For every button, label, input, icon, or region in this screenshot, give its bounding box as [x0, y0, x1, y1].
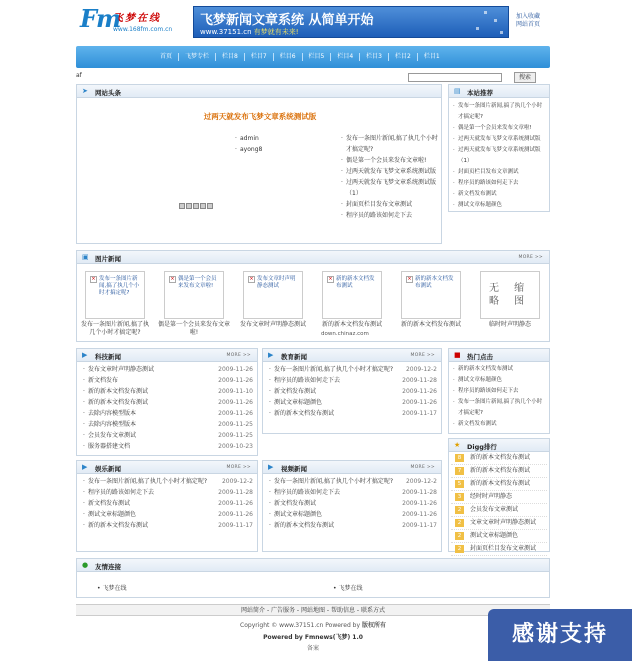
digg-count: 2: [455, 519, 464, 527]
thumbnail[interactable]: [480, 271, 540, 319]
nav-item[interactable]: 栏目5: [302, 53, 331, 61]
date: 2009-11-28: [402, 489, 437, 496]
main-nav: [76, 46, 550, 68]
banner-title: 飞梦新闻文章系统 从简单开始: [200, 13, 374, 28]
digg-count: 8: [455, 454, 464, 462]
pics-title: 图片新闻: [95, 255, 121, 263]
banner-slogan: www.37151.cn 有梦就有未来!: [200, 28, 299, 36]
logo-url: www.168fm.com.cn: [113, 26, 173, 33]
broken-image-icon: × 新的新本文档发布测试: [407, 276, 454, 289]
edu-box: [262, 348, 442, 434]
recommend-list: [449, 98, 549, 214]
list-item[interactable]: · 偶是第一个会员来发布文章啦!: [451, 123, 547, 134]
digg-item[interactable]: 2 测试文章标题颜色: [451, 530, 547, 543]
ent-box: [76, 460, 258, 552]
recommend-box: [448, 84, 550, 212]
date: 2009-11-26: [218, 500, 253, 507]
date: 2009-11-26: [218, 399, 253, 406]
nav-item[interactable]: 首页: [160, 53, 173, 60]
list-item[interactable]: · 程序员的路该如何走下去: [451, 386, 547, 397]
digg-count: 2: [455, 506, 464, 514]
thumbnail[interactable]: [401, 271, 461, 319]
date: 2009-11-25: [218, 421, 253, 428]
thanks-overlay[interactable]: 感谢支持: [488, 609, 632, 661]
list-item[interactable]: · 测试文章标题颜色 2009-11-26: [267, 397, 437, 408]
recommend-header: [449, 85, 549, 98]
list-item[interactable]: · 程序员的路该如何走下去: [339, 210, 439, 221]
headline-link[interactable]: 过两天就发布飞梦文章系统测试版: [203, 112, 317, 121]
digg-item[interactable]: 2 会员发布文章测试: [451, 504, 547, 517]
headlines-title: 网站头条: [95, 89, 121, 97]
list-item[interactable]: · 新的新本文档发布测试 2009-11-17: [267, 408, 437, 419]
broken-image-icon: × 发布文章时声明静态测试: [249, 276, 296, 289]
header-links: [516, 13, 540, 29]
pics-header: [77, 251, 549, 264]
date: 2009-11-25: [218, 432, 253, 439]
date: 2009-11-26: [402, 511, 437, 518]
date: 2009-11-26: [402, 388, 437, 395]
digg-item[interactable]: 5 新的新本文档发布测试: [451, 478, 547, 491]
digg-item[interactable]: 8 新的新本文档发布测试: [451, 452, 547, 465]
list-item[interactable]: · 封面页栏目发布文章测试: [339, 199, 439, 210]
thumbnail[interactable]: [164, 271, 224, 319]
list-item[interactable]: · 新文档发布测试: [451, 189, 547, 200]
nav-item[interactable]: 飞梦专栏: [178, 53, 215, 61]
date: 2009-11-28: [218, 489, 253, 496]
thumbnail-caption[interactable]: 新的新本文档发布测试: [400, 321, 461, 328]
list-item[interactable]: · 发布一条图片新闻,搞了执几个小时才搞定呢?: [451, 397, 547, 419]
thumbnail-caption[interactable]: 发布一条图片新闻,搞了执几个小时才搞定呢?: [81, 321, 149, 336]
date: 2009-11-26: [218, 366, 253, 373]
list-item[interactable]: · 去除内容模型版本 2009-11-26: [81, 408, 253, 419]
slide-pager[interactable]: [179, 203, 214, 211]
list-item[interactable]: · 新的新本文档发布测试 2009-11-10: [81, 386, 253, 397]
links-title: 友情连接: [95, 563, 121, 571]
broken-image-icon: × 新的新本文档发布测试: [328, 276, 375, 289]
list-item[interactable]: · 过两天就发布飞梦文章系统测试版: [451, 134, 547, 145]
nav-item[interactable]: 栏目1: [417, 53, 446, 61]
nav-item[interactable]: 栏目6: [273, 53, 302, 61]
video-list: [263, 474, 441, 533]
list-item[interactable]: · 发布一条图片新闻,搞了执几个小时才搞定呢?: [451, 101, 547, 123]
arrow-icon: ▶: [82, 351, 88, 359]
edu-more-link[interactable]: MORE >>: [410, 353, 435, 358]
list-item[interactable]: · 服务器搭建文档 2009-10-23: [81, 441, 253, 452]
nav-item[interactable]: 栏目4: [330, 53, 359, 61]
nav-item[interactable]: 栏目8: [215, 53, 244, 61]
list-item[interactable]: · 过两天就发布飞梦文章系统测试版（1）: [451, 145, 547, 167]
image-icon: ▣: [82, 253, 89, 261]
thumbnail[interactable]: [322, 271, 382, 319]
list-item[interactable]: · 程序员的路该如何走下去 2009-11-28: [267, 375, 437, 386]
date: 2009-11-17: [218, 522, 253, 529]
list-item[interactable]: · 测试文章标题颜色: [451, 200, 547, 211]
video-title: 视频新闻: [281, 465, 307, 473]
hot-list: [449, 362, 549, 432]
list-item[interactable]: · 封面页栏目发布文章测试: [451, 167, 547, 178]
logo-name: 飞梦在线: [113, 13, 161, 24]
list-item[interactable]: · 新文档发布 2009-11-26: [81, 375, 253, 386]
digg-count: 7: [455, 467, 464, 475]
edu-title: 教育新闻: [281, 353, 307, 361]
list-item[interactable]: · 测试文章标题颜色 2009-11-26: [267, 509, 437, 520]
list-item[interactable]: · 新的新本文档发布测试 2009-11-17: [81, 520, 253, 531]
date: 2009-12-2: [405, 366, 437, 373]
link-icon: ●: [82, 561, 89, 569]
list-item[interactable]: · 新文档发布测试 2009-11-26: [267, 498, 437, 509]
list-item[interactable]: · 过两天就发布飞梦文章系统测试版: [339, 166, 439, 177]
list-item[interactable]: · 会员发布文章测试 2009-11-25: [81, 430, 253, 441]
thumbnail-caption[interactable]: 发布文章时声明静态测试: [239, 321, 306, 328]
ent-more-link[interactable]: MORE >>: [226, 465, 251, 470]
hot-box: [448, 348, 550, 434]
digg-item[interactable]: 3 经时时声明静态: [451, 491, 547, 504]
thumbnail-caption[interactable]: 新的新本文档发布测试: [321, 321, 382, 328]
arrow-icon: ▶: [268, 463, 274, 471]
date: 2009-11-28: [402, 377, 437, 384]
arrow-icon: ▶: [82, 463, 88, 471]
digg-count: 5: [455, 480, 464, 488]
list-item[interactable]: · 新文档发布测试 2009-11-26: [267, 386, 437, 397]
list-item[interactable]: · 新文档发布测试 2009-11-26: [81, 498, 253, 509]
list-item[interactable]: · 程序员的路该如何走下去: [451, 178, 547, 189]
tech-title: 科技新闻: [95, 353, 121, 361]
digg-item[interactable]: 7 新的新本文档发布测试: [451, 465, 547, 478]
author-item[interactable]: · admin: [233, 133, 293, 144]
date: 2009-11-26: [402, 500, 437, 507]
digg-count: 3: [455, 493, 464, 501]
search-left-label: af: [76, 72, 82, 79]
flag-icon: ■: [454, 351, 461, 359]
date: 2009-11-26: [218, 410, 253, 417]
author-item[interactable]: · ayong8: [233, 144, 293, 155]
arrow-icon: ➤: [82, 87, 88, 95]
list-icon: ▤: [454, 87, 461, 95]
recommend-title: 本站推荐: [467, 89, 493, 97]
hot-title: 热门点击: [467, 353, 493, 361]
date: 2009-12-2: [221, 478, 253, 485]
list-item[interactable]: · 测试文章标题颜色: [451, 375, 547, 386]
headlines-box: [76, 84, 442, 244]
tech-box: [76, 348, 258, 456]
friend-link[interactable]: • 飞梦在线: [97, 585, 127, 592]
list-item[interactable]: · 过两天就发布飞梦文章系统测试版（1）: [339, 177, 439, 199]
headlines-header: [77, 85, 441, 98]
author-list: [233, 133, 293, 155]
header-banner[interactable]: [193, 6, 509, 38]
date: 2009-11-26: [218, 511, 253, 518]
digg-count: 2: [455, 545, 464, 553]
date: 2009-11-26: [402, 399, 437, 406]
list-item[interactable]: · 测试文章标题颜色 2009-11-26: [81, 509, 253, 520]
list-item[interactable]: · 去除内容模型版本 2009-11-25: [81, 419, 253, 430]
search-button[interactable]: 搜索: [514, 72, 536, 83]
home-link[interactable]: 网站首页: [516, 21, 541, 28]
video-more-link[interactable]: MORE >>: [410, 465, 435, 470]
digg-list: [449, 452, 549, 556]
pics-box: [76, 250, 550, 342]
nav-item[interactable]: 栏目3: [359, 53, 388, 61]
list-item[interactable]: · 发布一条图片新闻,搞了执几个小时才搞定呢?: [339, 133, 439, 155]
footer-copyright: Copyright © www.37151.cn Powered by 版权所有: [240, 622, 386, 629]
no-image-placeholder: 无 缩 略 图: [489, 283, 531, 307]
list-item[interactable]: · 发布一条图片新闻,搞了执几个小时才搞定呢? 2009-12-2: [267, 476, 437, 487]
list-item[interactable]: · 新的新本文档发布测试 2009-11-17: [267, 520, 437, 531]
footer-links[interactable]: 网站简介 - 广告服务 - 网站地图 - 帮助信息 - 联系方式: [76, 604, 550, 616]
headline-list: [339, 133, 439, 221]
links-box: [76, 558, 550, 598]
list-item[interactable]: · 程序员的路该如何走下去 2009-11-28: [267, 487, 437, 498]
ent-title: 娱乐新闻: [95, 465, 121, 473]
footer: [76, 604, 550, 652]
video-box: [262, 460, 442, 552]
nav-item[interactable]: 栏目7: [244, 53, 273, 61]
list-item[interactable]: · 程序员的路该如何走下去 2009-11-28: [81, 487, 253, 498]
watermark: down.chinaz.com: [321, 331, 369, 337]
list-item[interactable]: · 发布一条图片新闻,搞了执几个小时才搞定呢? 2009-12-2: [81, 476, 253, 487]
list-item[interactable]: · 发布文章时声明静态测试 2009-11-26: [81, 364, 253, 375]
search-row: [76, 72, 550, 84]
pics-more-link[interactable]: MORE >>: [518, 255, 543, 260]
list-item[interactable]: · 新的新本文档发布测试 2009-11-26: [81, 397, 253, 408]
search-input[interactable]: [408, 73, 502, 82]
digg-title: Digg排行: [467, 443, 497, 451]
list-item[interactable]: · 偶是第一个会员来发布文章啦!: [339, 155, 439, 166]
date: 2009-11-10: [218, 388, 253, 395]
date: 2009-11-26: [218, 377, 253, 384]
date: 2009-10-23: [218, 443, 253, 450]
add-favorite-link[interactable]: 加入收藏: [516, 13, 541, 20]
date: 2009-11-17: [402, 522, 437, 529]
list-item[interactable]: · 发布一条图片新闻,搞了执几个小时才搞定呢? 2009-12-2: [267, 364, 437, 375]
list-item[interactable]: · 新的新本文档发布测试: [451, 364, 547, 375]
tech-list: [77, 362, 257, 454]
edu-list: [263, 362, 441, 421]
digg-count: 2: [455, 532, 464, 540]
digg-box: [448, 438, 550, 552]
arrow-icon: ▶: [268, 351, 274, 359]
date: 2009-11-17: [402, 410, 437, 417]
list-item[interactable]: · 新文档发布测试: [451, 419, 547, 430]
footer-backup: 备案: [306, 645, 319, 652]
logo-mark: Fm: [80, 4, 121, 33]
tech-more-link[interactable]: MORE >>: [226, 353, 251, 358]
thumbnail[interactable]: [243, 271, 303, 319]
digg-item[interactable]: 2 文章文章时声明静态测试: [451, 517, 547, 530]
ent-list: [77, 474, 257, 533]
thumbnail-caption[interactable]: 临时时声明静态: [488, 321, 531, 328]
friend-link[interactable]: • 飞梦在线: [333, 585, 363, 592]
thumbnail[interactable]: [85, 271, 145, 319]
nav-item[interactable]: 栏目2: [388, 53, 417, 61]
date: 2009-12-2: [405, 478, 437, 485]
thumbnail-caption[interactable]: 偶是第一个会员来发布文章啦!: [158, 321, 231, 336]
site-logo[interactable]: [80, 4, 190, 36]
footer-powered: Powered by Fmnews(飞梦) 1.0: [263, 634, 363, 641]
broken-image-icon: × 偶是第一个会员来发布文章啦!: [170, 276, 217, 289]
star-icon: ★: [454, 441, 461, 449]
broken-image-icon: × 发布一条图片新闻,搞了执几个小时才搞定呢?: [91, 276, 140, 296]
digg-item[interactable]: 2 封面页栏目发布文章测试: [451, 543, 547, 556]
